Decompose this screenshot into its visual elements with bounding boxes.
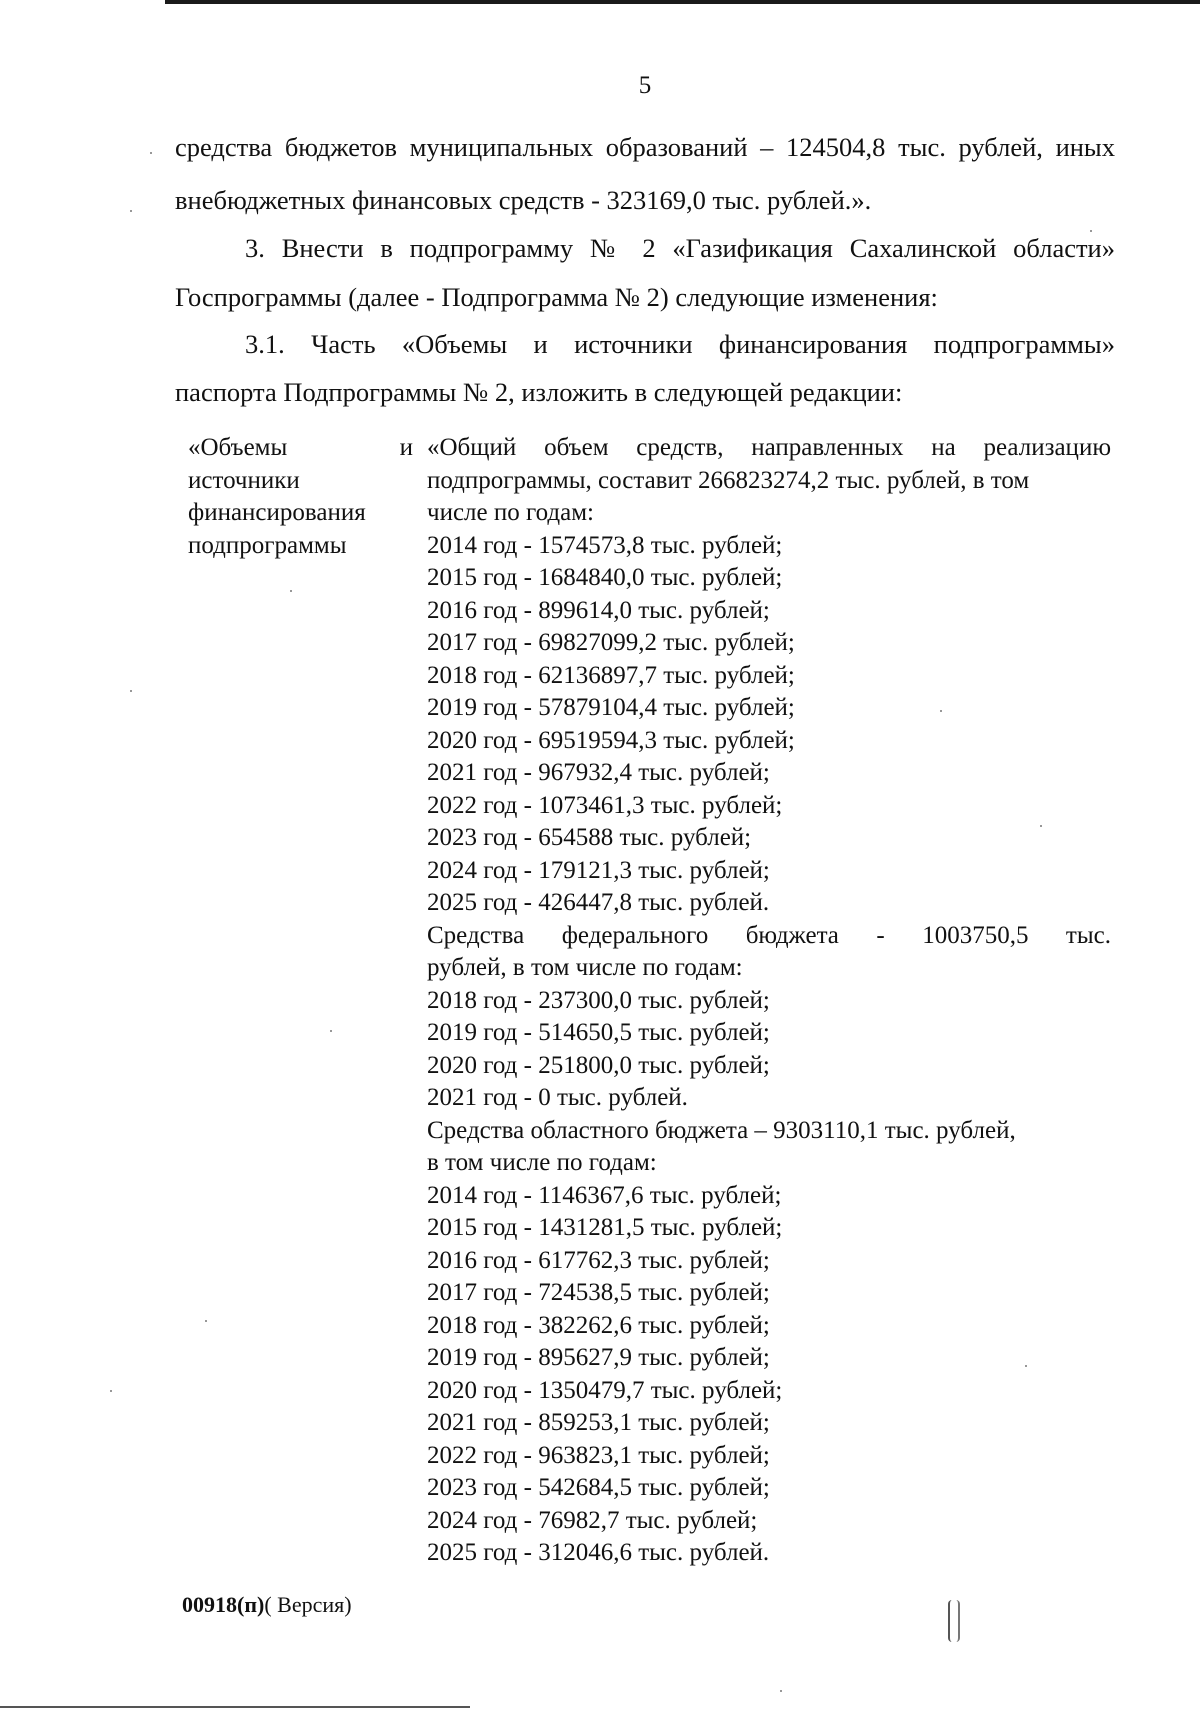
regional-year-line: 2025 год - 312046,6 тыс. рублей. [427, 1539, 770, 1566]
top-page-edge-line [165, 0, 1200, 4]
regional-year-line: 2018 год - 382262,6 тыс. рублей; [427, 1311, 770, 1339]
passport-intro-line: числе по годам: [427, 499, 594, 526]
page-number: 5 [638, 72, 652, 99]
regional-year-line: 2022 год - 963823,1 тыс. рублей; [427, 1441, 770, 1469]
regional-year-line: 2023 год - 542684,5 тыс. рублей; [427, 1474, 770, 1501]
federal-year-line: 2020 год - 251800,0 тыс. рублей; [427, 1051, 770, 1079]
paragraph-3-line-1: 3.1. Часть «Объемы и источники финансирования подпрограммы» [245, 329, 1115, 359]
scan-speck [130, 690, 132, 692]
scan-speck [205, 1320, 207, 1322]
paragraph-1-line-2: внебюджетных финансовых средств - 323169,0 тыс. рублей.». [175, 185, 872, 215]
total-year-line: 2023 год - 654588 тыс. рублей; [427, 824, 752, 851]
scan-speck [1025, 1365, 1027, 1367]
scan-speck [290, 590, 292, 592]
regional-year-line: 2016 год - 617762,3 тыс. рублей; [427, 1246, 770, 1274]
passport-label-line: подпрограммы [188, 531, 347, 559]
document-version-label: ( Версия) [264, 1592, 352, 1617]
paragraph-2-line-1: 3. Внести в подпрограмму № 2 «Газификация Сахалинской области» [245, 233, 1115, 263]
passport-label-line: источники [188, 466, 300, 494]
paragraph-2-line-2: Госпрограммы (далее - Подпрограмма № 2) следующие изменения: [175, 282, 938, 312]
scan-speck [940, 710, 942, 712]
regional-budget-line: в том числе по годам: [427, 1149, 657, 1176]
passport-label-word: «Объемы [188, 434, 288, 461]
scan-speck [110, 1390, 112, 1392]
federal-year-line: 2019 год - 514650,5 тыс. рублей; [427, 1019, 770, 1046]
federal-budget-line: Средства федерального бюджета - 1003750,5 тыс. [427, 921, 1111, 949]
scan-speck [130, 210, 132, 212]
regional-year-line: 2020 год - 1350479,7 тыс. рублей; [427, 1376, 783, 1404]
scan-speck [1090, 230, 1092, 232]
total-year-line: 2020 год - 69519594,3 тыс. рублей; [427, 726, 795, 754]
scan-artifact-mark [948, 1600, 960, 1642]
passport-label-line: финансирования [188, 499, 366, 526]
passport-body-column [427, 432, 1111, 1570]
total-year-line: 2017 год - 69827099,2 тыс. рублей; [427, 629, 795, 656]
total-year-line: 2018 год - 62136897,7 тыс. рублей; [427, 661, 795, 689]
regional-year-line: 2017 год - 724538,5 тыс. рублей; [427, 1279, 770, 1306]
federal-budget-line: рублей, в том числе по годам: [427, 954, 743, 981]
federal-year-line: 2021 год - 0 тыс. рублей. [427, 1084, 688, 1111]
scan-speck [1040, 825, 1042, 827]
total-year-line: 2014 год - 1574573,8 тыс. рублей; [427, 531, 783, 559]
passport-label-first-line [188, 432, 413, 465]
total-year-line: 2022 год - 1073461,3 тыс. рублей; [427, 791, 783, 819]
regional-year-line: 2024 год - 76982,7 тыс. рублей; [427, 1506, 758, 1534]
regional-year-line: 2015 год - 1431281,5 тыс. рублей; [427, 1214, 783, 1241]
total-year-line: 2024 год - 179121,3 тыс. рублей; [427, 856, 770, 884]
document-version-code [182, 1592, 352, 1618]
passport-intro-line: «Общий объем средств, направленных на реализацию [427, 434, 1111, 461]
regional-year-line: 2019 год - 895627,9 тыс. рублей; [427, 1344, 770, 1371]
scan-speck [150, 152, 152, 154]
bottom-page-edge-line [0, 1706, 470, 1708]
regional-budget-line: Средства областного бюджета – 9303110,1 тыс. рублей, [427, 1116, 1016, 1144]
scan-speck [780, 1690, 782, 1692]
regional-year-line: 2014 год - 1146367,6 тыс. рублей; [427, 1181, 782, 1209]
federal-year-line: 2018 год - 237300,0 тыс. рублей; [427, 986, 770, 1014]
document-code: 00918(п) [182, 1592, 265, 1617]
total-year-line: 2021 год - 967932,4 тыс. рублей; [427, 759, 770, 786]
regional-year-line: 2021 год - 859253,1 тыс. рублей; [427, 1409, 770, 1436]
total-year-line: 2025 год - 426447,8 тыс. рублей. [427, 889, 770, 916]
paragraph-1-line-1: средства бюджетов муниципальных образований – 124504,8 тыс. рублей, иных [175, 132, 1115, 162]
total-year-line: 2016 год - 899614,0 тыс. рублей; [427, 596, 770, 624]
total-year-line: 2015 год - 1684840,0 тыс. рублей; [427, 564, 783, 591]
total-year-line: 2019 год - 57879104,4 тыс. рублей; [427, 694, 795, 721]
paragraph-3-line-2: паспорта Подпрограммы № 2, изложить в следующей редакции: [175, 377, 903, 407]
scan-speck [330, 1030, 332, 1032]
passport-label-and: и [399, 434, 413, 461]
passport-label-column [188, 432, 413, 562]
passport-intro-line: подпрограммы, составит 266823274,2 тыс. рублей, в том [427, 466, 1030, 494]
